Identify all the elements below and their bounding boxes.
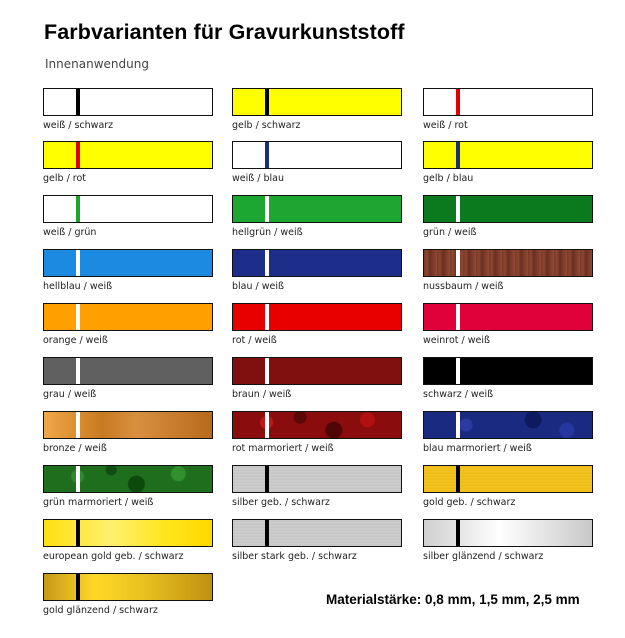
engraving-stripe: [265, 89, 269, 115]
color-swatch: [423, 88, 593, 131]
engraving-stripe: [456, 466, 460, 492]
swatch-label: rot marmoriert / weiß: [232, 443, 334, 454]
color-swatch: [232, 141, 402, 184]
swatch-label: gold glänzend / schwarz: [43, 605, 158, 616]
color-swatch: [232, 249, 402, 292]
swatch-label: weiß / grün: [43, 227, 97, 238]
color-swatch: [423, 303, 593, 346]
engraving-stripe: [76, 196, 80, 222]
engraving-stripe: [456, 196, 460, 222]
color-swatch: [43, 411, 213, 454]
color-swatch: [232, 519, 402, 562]
swatch-label: european gold geb. / schwarz: [43, 551, 184, 562]
engraving-stripe: [76, 520, 80, 546]
swatch-label: gelb / schwarz: [232, 120, 301, 131]
color-swatch: [232, 357, 402, 400]
color-swatch: [43, 249, 213, 292]
swatch-label: rot / weiß: [232, 335, 277, 346]
engraving-stripe: [265, 196, 269, 222]
engraving-stripe: [456, 412, 460, 438]
swatch-label: schwarz / weiß: [423, 389, 494, 400]
swatch-label: nussbaum / weiß: [423, 281, 504, 292]
engraving-stripe: [456, 250, 460, 276]
color-swatch: [423, 519, 593, 562]
swatch-sample: [423, 88, 593, 116]
swatch-label: silber glänzend / schwarz: [423, 551, 544, 562]
swatch-sample: [232, 88, 402, 116]
swatch-sample: [43, 303, 213, 331]
swatch-label: hellgrün / weiß: [232, 227, 303, 238]
swatch-label: grau / weiß: [43, 389, 97, 400]
swatch-sample: [232, 357, 402, 385]
engraving-stripe: [76, 304, 80, 330]
engraving-stripe: [265, 250, 269, 276]
swatch-sample: [232, 249, 402, 277]
swatch-sample: [423, 249, 593, 277]
engraving-stripe: [76, 142, 80, 168]
swatch-sample: [43, 141, 213, 169]
engraving-stripe: [76, 358, 80, 384]
swatch-label: gold geb. / schwarz: [423, 497, 516, 508]
color-swatch: [423, 411, 593, 454]
engraving-stripe: [456, 358, 460, 384]
swatch-label: braun / weiß: [232, 389, 292, 400]
swatch-sample: [232, 519, 402, 547]
color-swatch: [43, 573, 213, 616]
swatch-label: weinrot / weiß: [423, 335, 490, 346]
color-swatch: [43, 465, 213, 508]
swatch-label: bronze / weiß: [43, 443, 107, 454]
color-swatch: [232, 88, 402, 131]
swatch-sample: [423, 411, 593, 439]
material-thickness-note: Materialstärke: 0,8 mm, 1,5 mm, 2,5 mm: [326, 592, 580, 607]
swatch-sample: [43, 249, 213, 277]
swatch-sample: [423, 303, 593, 331]
page-title: Farbvarianten für Gravurkunststoff: [44, 20, 405, 44]
engraving-stripe: [76, 250, 80, 276]
engraving-stripe: [265, 520, 269, 546]
color-swatch: [232, 195, 402, 238]
color-swatch: [43, 357, 213, 400]
swatch-label: silber stark geb. / schwarz: [232, 551, 357, 562]
swatch-label: grün / weiß: [423, 227, 477, 238]
swatch-label: hellblau / weiß: [43, 281, 113, 292]
color-swatch: [423, 141, 593, 184]
color-swatch: [232, 465, 402, 508]
swatch-sample: [232, 141, 402, 169]
color-swatch: [423, 357, 593, 400]
swatch-sample: [423, 519, 593, 547]
engraving-stripe: [76, 89, 80, 115]
swatch-sample: [423, 141, 593, 169]
swatch-label: orange / weiß: [43, 335, 108, 346]
color-swatch: [43, 303, 213, 346]
color-swatch: [423, 465, 593, 508]
color-swatch: [232, 411, 402, 454]
engraving-stripe: [456, 304, 460, 330]
color-swatch: [232, 303, 402, 346]
swatch-label: weiß / blau: [232, 173, 284, 184]
swatch-sample: [232, 303, 402, 331]
swatch-label: gelb / blau: [423, 173, 474, 184]
swatch-sample: [43, 519, 213, 547]
engraving-stripe: [265, 304, 269, 330]
color-swatch: [43, 141, 213, 184]
color-swatch: [423, 195, 593, 238]
color-swatch: [43, 519, 213, 562]
engraving-stripe: [456, 520, 460, 546]
engraving-stripe: [76, 466, 80, 492]
engraving-stripe: [456, 142, 460, 168]
swatch-label: gelb / rot: [43, 173, 87, 184]
engraving-stripe: [265, 358, 269, 384]
swatch-sample: [43, 357, 213, 385]
color-swatch: [423, 249, 593, 292]
swatch-sample: [43, 465, 213, 493]
swatch-sample: [423, 357, 593, 385]
swatch-label: silber geb. / schwarz: [232, 497, 330, 508]
color-swatch: [43, 88, 213, 131]
swatch-sample: [232, 411, 402, 439]
swatch-sample: [232, 195, 402, 223]
engraving-stripe: [265, 412, 269, 438]
swatch-sample: [43, 88, 213, 116]
swatch-label: weiß / rot: [423, 120, 468, 131]
engraving-stripe: [265, 466, 269, 492]
page-subtitle: Innenanwendung: [45, 57, 149, 71]
color-swatch: [43, 195, 213, 238]
swatch-sample: [423, 465, 593, 493]
swatch-sample: [232, 465, 402, 493]
swatch-label: weiß / schwarz: [43, 120, 114, 131]
swatch-label: blau / weiß: [232, 281, 284, 292]
engraving-stripe: [456, 89, 460, 115]
swatch-sample: [43, 195, 213, 223]
swatch-sample: [43, 573, 213, 601]
swatch-sample: [423, 195, 593, 223]
swatch-label: blau marmoriert / weiß: [423, 443, 532, 454]
engraving-stripe: [76, 574, 80, 600]
swatch-sample: [43, 411, 213, 439]
engraving-stripe: [76, 412, 80, 438]
engraving-stripe: [265, 142, 269, 168]
swatch-label: grün marmoriert / weiß: [43, 497, 154, 508]
